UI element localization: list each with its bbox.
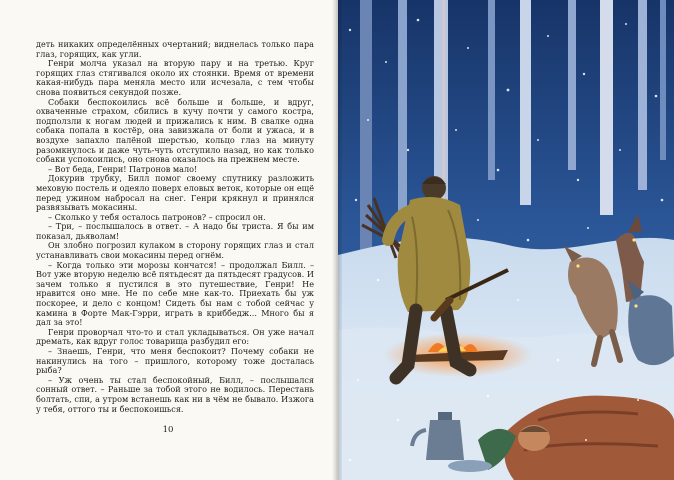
page-number: 10 xyxy=(162,425,174,435)
paragraph: деть никаких определённых очертаний; виднелась только пара глаз, горящих, как угли. xyxy=(36,39,314,59)
paragraph: Генри молча указал на вторую пару и на третью. Круг горящих глаз стягивался около их стоянки. Время от времени какая-нибудь пара меняла место или исчезала, с тем чтобы снова появиться секундой позже. xyxy=(36,58,314,97)
paragraph: – Вот беда, Генри! Патронов мало! xyxy=(48,163,198,174)
illustration-canvas xyxy=(338,0,674,480)
illustration xyxy=(338,0,674,480)
paragraph: Генри проворчал что-то и стал укладываться. Он уже начал дремать, как вдруг голос товарища разбудил его: xyxy=(36,326,314,347)
paragraph: Собаки беспокоились всё больше и больше, и вдруг, охваченные страхом, сбились в кучу почти у самого костра, подползли к ногам людей и прижались к ним. В свалке одна собака попала в костёр, она завизжала от боли и ужаса, и в воздухе запахло палёной шерстью, кольцо глаз на минуту разомкнулось и даже чуть-чуть отступило назад, но как только собаки успокоились, оно снова оказалось на прежнем месте. xyxy=(36,96,314,165)
text-column xyxy=(36,40,314,414)
paragraph: – Уж очень ты стал беспокойный, Билл, – послышался сонный ответ. – Раньше за тобой этого не водилось. Перестань болтать, спи, а утром встанешь как ни в чём не бывало. Изжога у тебя, оттого ты и беспокоишься. xyxy=(36,374,314,414)
book-gutter xyxy=(332,0,342,480)
paragraph: Он злобно погрозил кулаком в сторону горящих глаз и стал устанавливать свои мокасины перед огнём. xyxy=(36,240,314,261)
paragraph: Докурив трубку, Билл помог своему спутнику разложить меховую постель и одеяло поверх еловых веток, которые он ещё перед ужином набросал на снег. Генри крякнул и принялся развязывать мокасины. xyxy=(36,173,314,213)
paragraph: – Знаешь, Генри, что меня беспокоит? Почему собаки не накинулись на того – пришлого, которому тоже досталась рыба? xyxy=(36,346,314,376)
paragraph: – Три, – послышалось в ответ. – А надо бы триста. Я бы им показал, дьяволам! xyxy=(36,221,314,241)
text-page xyxy=(0,0,336,480)
paragraph: – Когда только эти морозы кончатся! – продолжал Билл. – Вот уже вторую неделю всё пятьдесят да пятьдесят градусов. И зачем только я пустился в это путешествие, Генри! Не нравится оно мне. Не по себе мне как-то. Приехать бы уж поскорее, и дело с концом! Сидеть бы нам с тобой сейчас у камина в Форте Мак-Гэрри, играть в криббедж... Много бы я дал за это! xyxy=(36,259,314,328)
paragraph: – Сколько у тебя осталось патронов? – спросил он. xyxy=(48,211,266,222)
